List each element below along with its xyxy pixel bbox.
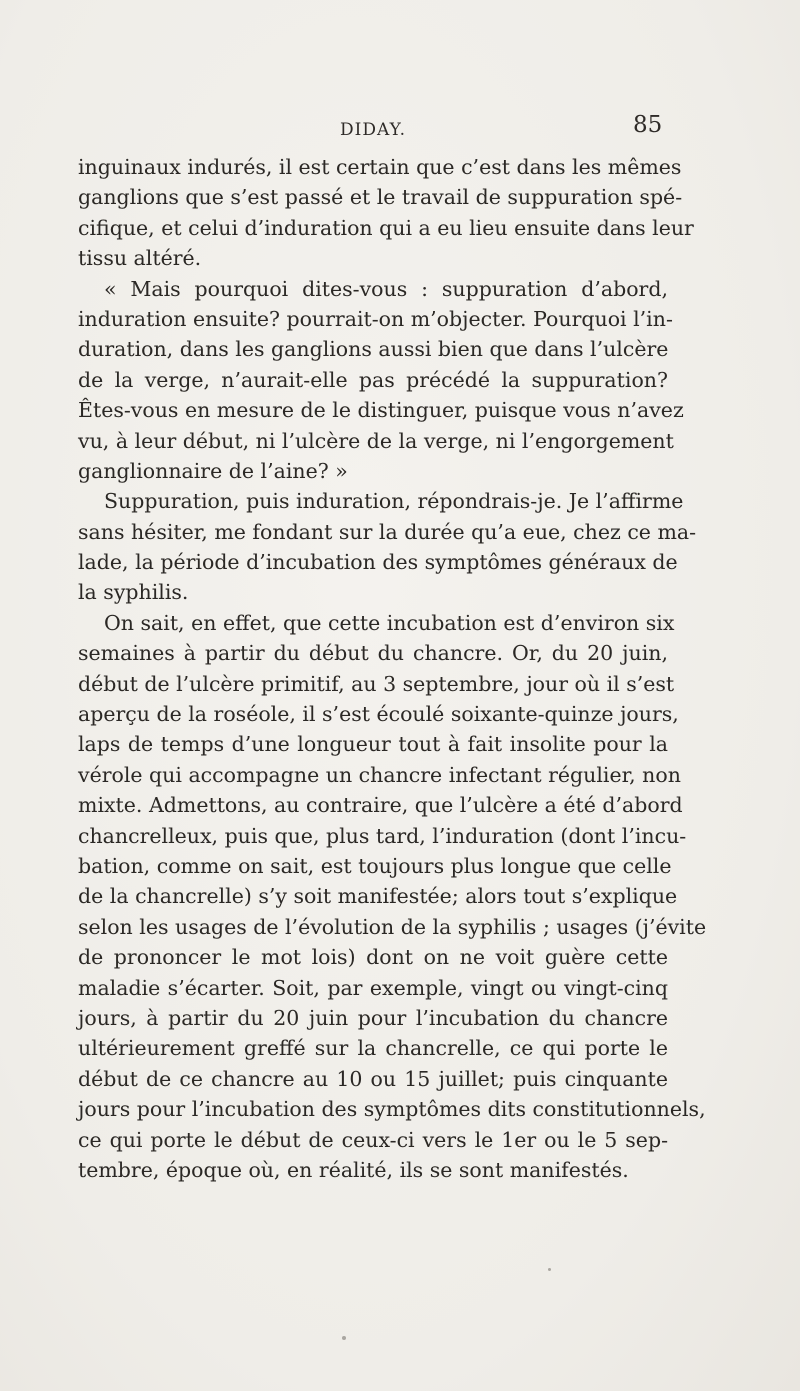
text-line: ultérieurement greffé sur la chancrelle, ce qui porte le	[78, 1036, 668, 1061]
text-line: « Mais pourquoi dites-vous : suppuration d’abord,	[104, 276, 668, 301]
text-line: induration ensuite? pourrait-on m’objecter. Pourquoi l’in-	[78, 306, 673, 331]
text-line: tembre, époque où, en réalité, ils se sont manifestés.	[78, 1157, 629, 1182]
text-line: lade, la période d’incubation des symptômes généraux de	[78, 550, 678, 575]
text-line: On sait, en effet, que cette incubation est d’environ six	[104, 610, 675, 635]
paper-speck	[548, 1268, 551, 1271]
text-line: tissu altéré.	[78, 246, 202, 271]
text-line: de prononcer le mot lois) dont on ne voit guère cette	[78, 945, 668, 970]
paper-speck	[342, 1336, 346, 1340]
text-line: semaines à partir du début du chancre. Or, du 20 juin,	[78, 641, 668, 666]
text-line: sans hésiter, me fondant sur la durée qu’a eue, chez ce ma-	[78, 519, 697, 544]
text-line: début de ce chancre au 10 ou 15 juillet; puis cinquante	[78, 1066, 668, 1091]
text-line: mixte. Admettons, au contraire, que l’ulcère a été d’abord	[78, 793, 683, 818]
page-number: 85	[633, 112, 663, 138]
text-line: ce qui porte le début de ceux-ci vers le 1er ou le 5 sep-	[78, 1127, 668, 1152]
text-line: Suppuration, puis induration, répondrais-je. Je l’affirme	[104, 489, 684, 514]
text-line: de la verge, n’aurait-elle pas précédé la suppuration?	[78, 367, 668, 392]
text-line: jours, à partir du 20 juin pour l’incubation du chancre	[78, 1005, 668, 1030]
text-line: aperçu de la roséole, il s’est écoulé soixante-quinze jours,	[78, 702, 679, 727]
text-line: la syphilis.	[78, 580, 189, 605]
text-line: bation, comme on sait, est toujours plus longue que celle	[78, 853, 672, 878]
text-line: vu, à leur début, ni l’ulcère de la verge, ni l’engorgement	[78, 428, 674, 453]
text-line: de la chancrelle) s’y soit manifestée; alors tout s’explique	[78, 884, 678, 909]
body-text	[78, 152, 707, 1185]
text-line: vérole qui accompagne un chancre infectant régulier, non	[78, 762, 681, 787]
text-line: ganglions que s’est passé et le travail de suppuration spé-	[78, 185, 683, 210]
text-line: selon les usages de l’évolution de la syphilis ; usages (j’évite	[78, 914, 707, 939]
text-line: maladie s’écarter. Soit, par exemple, vingt ou vingt-cinq	[78, 975, 668, 1000]
running-head: DIDAY.	[340, 120, 406, 140]
text-line: duration, dans les ganglions aussi bien que dans l’ulcère	[78, 337, 669, 362]
text-line: jours pour l’incubation des symptômes dits constitutionnels,	[78, 1097, 706, 1122]
text-line: ganglionnaire de l’aine? »	[78, 458, 348, 483]
text-line: Êtes-vous en mesure de le distinguer, puisque vous n’avez	[78, 398, 684, 423]
text-line: inguinaux indurés, il est certain que c’est dans les mêmes	[78, 155, 682, 179]
text-line: chancrelleux, puis que, plus tard, l’induration (dont l’incu-	[78, 823, 687, 848]
text-line: laps de temps d’une longueur tout à fait insolite pour la	[78, 732, 668, 757]
text-line: début de l’ulcère primitif, au 3 septembre, jour où il s’est	[78, 671, 675, 696]
text-line: cifique, et celui d’induration qui a eu lieu ensuite dans leur	[78, 215, 694, 240]
